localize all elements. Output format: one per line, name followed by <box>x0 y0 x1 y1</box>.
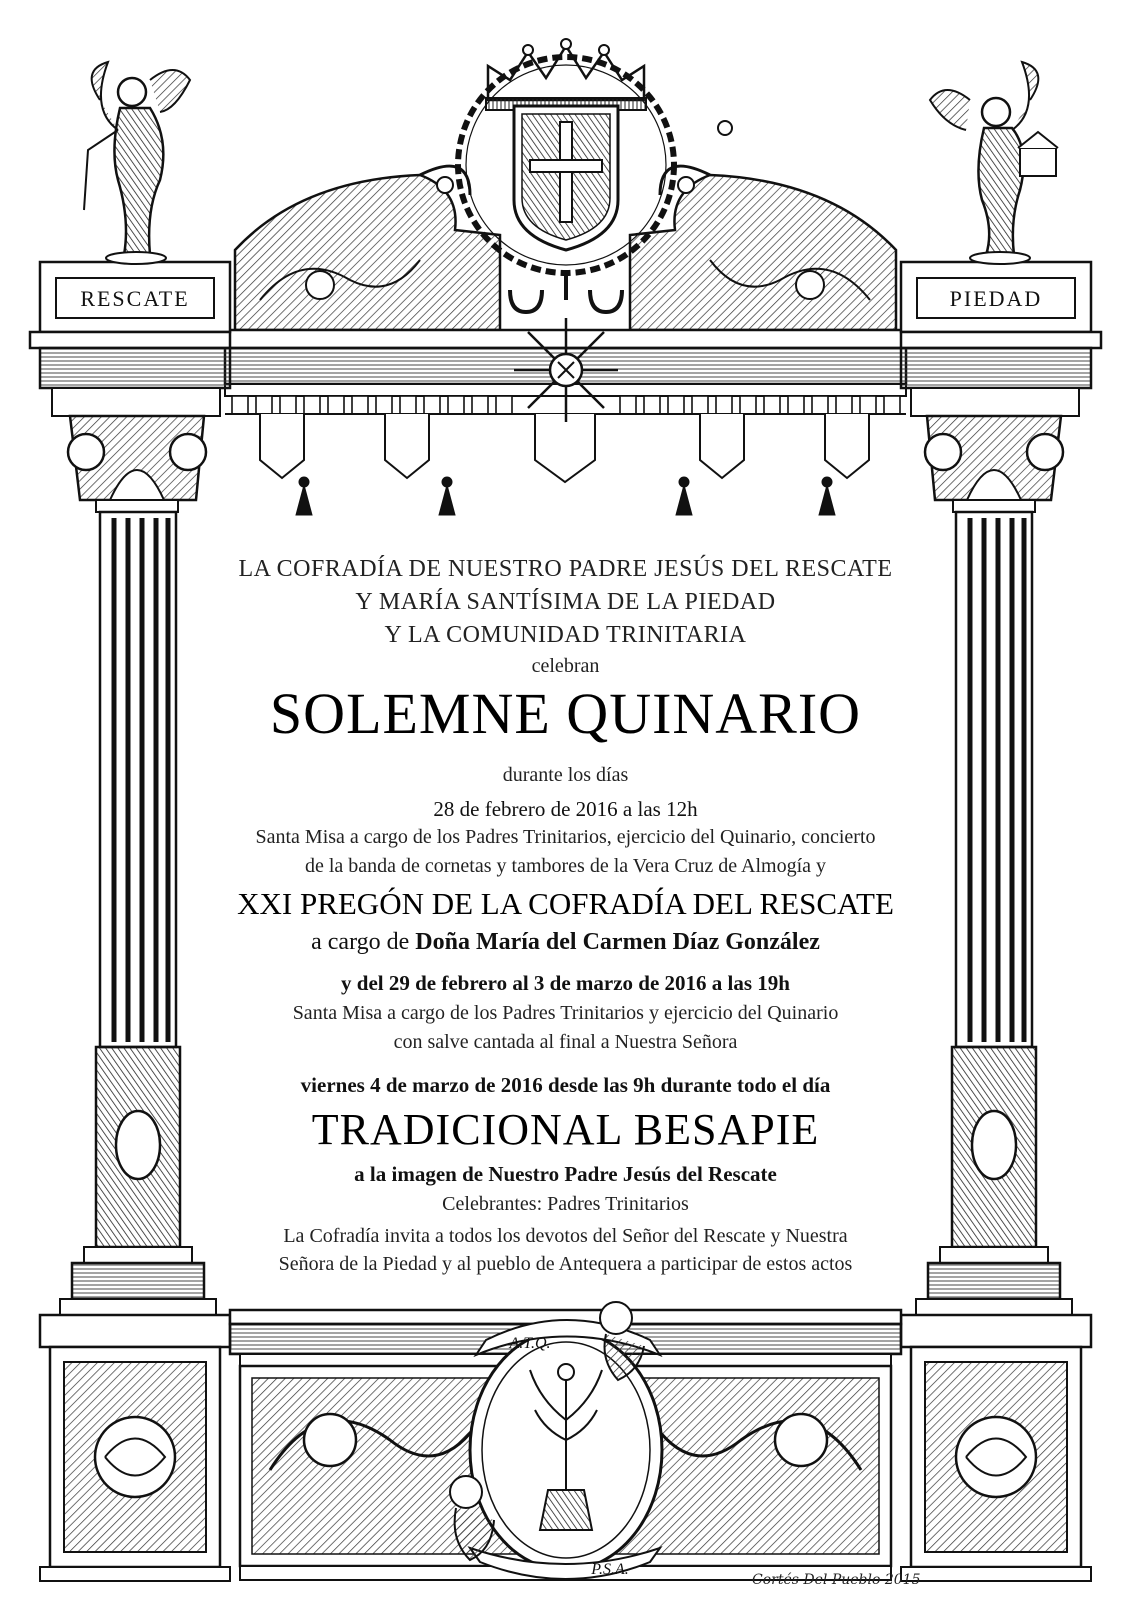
intro-verb: celebran <box>531 655 600 677</box>
artist-signature: Cortés Del Pueblo 2015 <box>752 1572 921 1588</box>
seal-top-text: A.T.Q. <box>509 1335 551 1352</box>
date-2: y del 29 de febrero al 3 de marzo de 2016 a las 19h <box>341 971 790 995</box>
pregon-by <box>0 929 1131 956</box>
right-plaque-text: PIEDAD <box>949 286 1043 311</box>
intro-line-2: Y MARÍA SANTÍSIMA DE LA PIEDAD <box>355 589 776 615</box>
intro-line-3: Y LA COMUNIDAD TRINITARIA <box>384 622 747 648</box>
besapie-subtitle: a la imagen de Nuestro Padre Jesús del Rescate <box>354 1162 777 1186</box>
during-label: durante los días <box>502 764 629 786</box>
pregon-by-prefix: a cargo de <box>311 929 410 955</box>
celebrants: Celebrantes: Padres Trinitarios <box>442 1193 689 1215</box>
pregon-title: XXI PREGÓN DE LA COFRADÍA DEL RESCATE <box>237 886 894 921</box>
description-1-line-2: de la banda de cornetas y tambores de la Vera Cruz de Almogía y <box>304 855 827 877</box>
left-angel <box>84 62 190 264</box>
invitation-line-1: La Cofradía invita a todos los devotos del Señor del Rescate y Nuestra <box>283 1225 848 1247</box>
pregon-by-name: Doña María del Carmen Díaz González <box>415 929 820 955</box>
description-2-line-2: con salve cantada al final a Nuestra Señora <box>393 1031 738 1053</box>
description-1-line-1: Santa Misa a cargo de los Padres Trinitarios, ejercicio del Quinario, concierto <box>255 826 876 848</box>
intro-line-1: LA COFRADÍA DE NUESTRO PADRE JESÚS DEL RESCATE <box>238 556 893 582</box>
radiant-emblem <box>514 318 618 422</box>
date-3: viernes 4 de marzo de 2016 desde las 9h durante todo el día <box>300 1073 831 1097</box>
seal-bottom-text: P.S.A. <box>591 1561 629 1578</box>
besapie-title: TRADICIONAL BESAPIE <box>311 1105 820 1154</box>
left-plaque-text: RESCATE <box>80 286 190 311</box>
description-2-line-1: Santa Misa a cargo de los Padres Trinitarios y ejercicio del Quinario <box>292 1002 839 1024</box>
date-1: 28 de febrero de 2016 a las 12h <box>433 797 698 821</box>
right-angel <box>930 62 1058 264</box>
main-title: SOLEMNE QUINARIO <box>269 681 862 746</box>
invitation-line-2: Señora de la Piedad y al pueblo de Antequera a participar de estos actos <box>278 1253 853 1275</box>
